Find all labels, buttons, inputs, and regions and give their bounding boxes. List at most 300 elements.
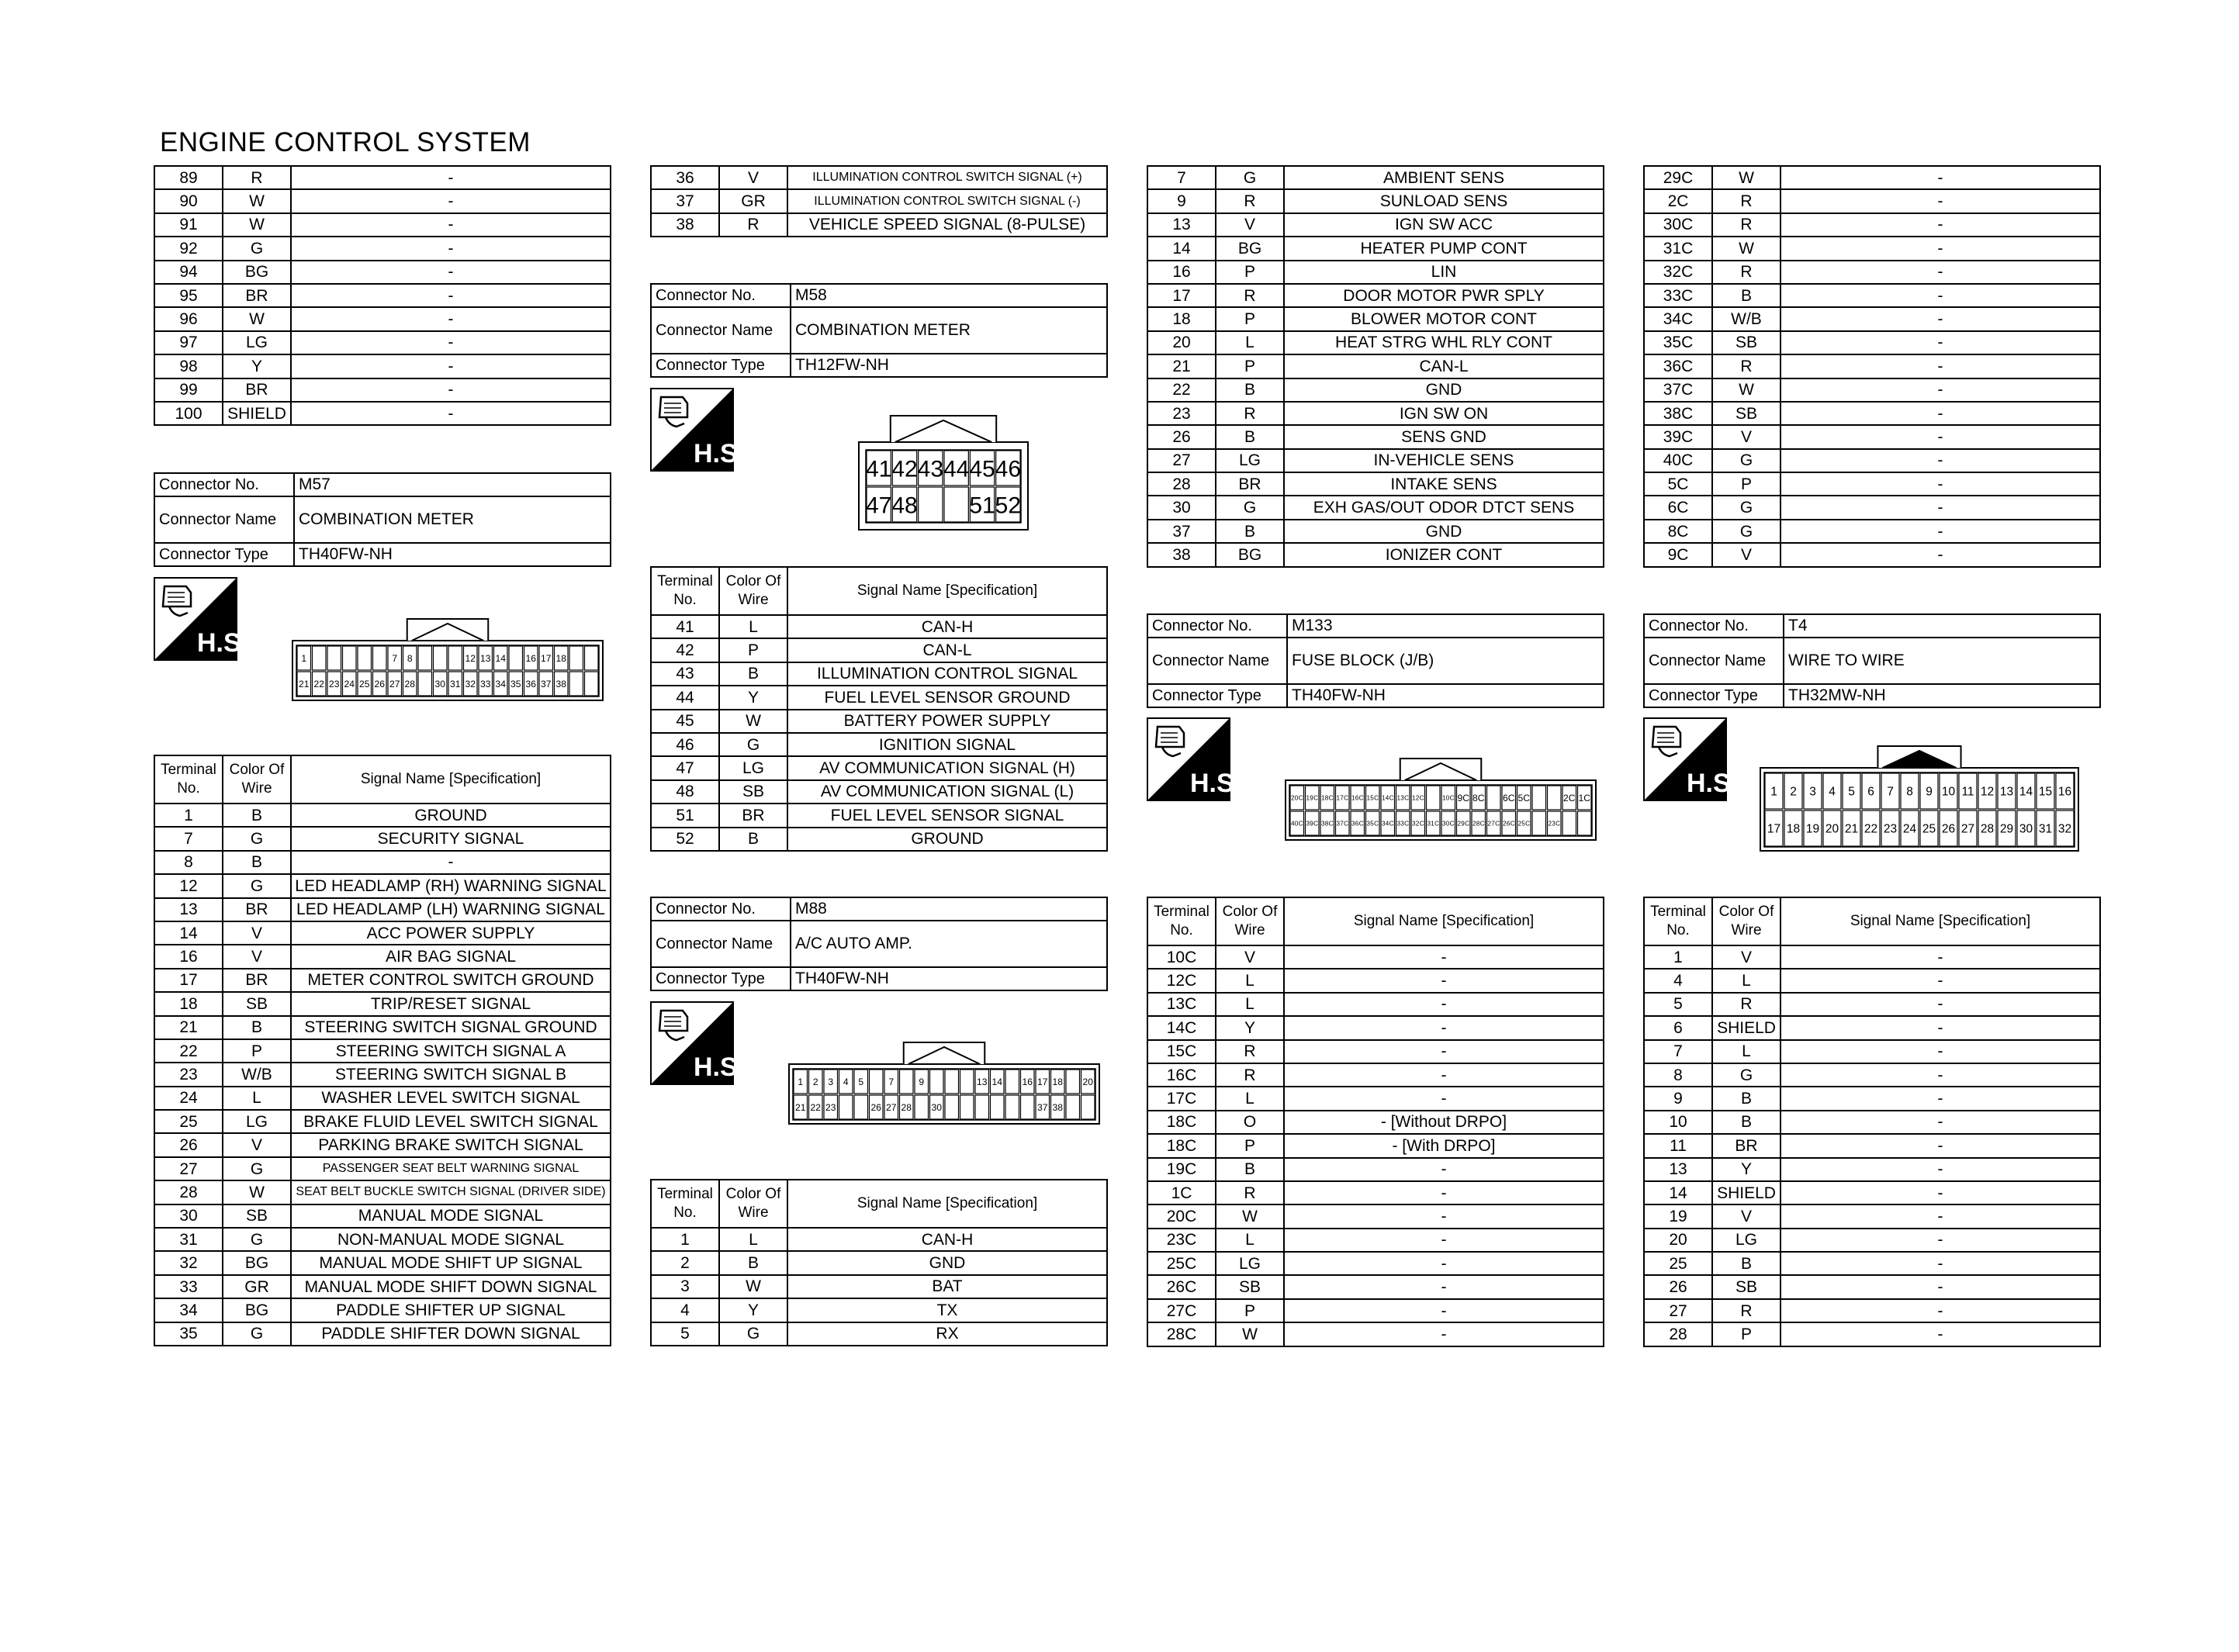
pin-number-label: 36C xyxy=(1351,820,1364,828)
pin-number-label: 32C xyxy=(1412,820,1424,828)
pin-number-label: 35C xyxy=(1366,820,1379,828)
connector-name-row xyxy=(1147,638,1604,684)
terminal-no-cell: 44 xyxy=(651,686,719,709)
terminal-table xyxy=(1643,165,2101,568)
terminal-no-cell: 26 xyxy=(154,1133,223,1156)
wire-color-cell: W/B xyxy=(223,1063,291,1086)
table-row xyxy=(651,1275,1107,1298)
connector-no-label: Connector No. xyxy=(1147,614,1287,638)
pin-number-label: 34C xyxy=(1382,820,1394,828)
pin-number-label: 4 xyxy=(1829,785,1836,799)
connector-pin xyxy=(343,646,357,670)
terminal-no-cell: 92 xyxy=(154,237,223,260)
color-of-wire-header: Color Of Wire xyxy=(1216,897,1284,945)
table-row xyxy=(1644,354,2100,378)
connector-name-row xyxy=(651,921,1107,967)
signal-name-cell: PADDLE SHIFTER DOWN SIGNAL xyxy=(291,1322,611,1346)
table-row xyxy=(154,1063,611,1086)
signal-name-cell: - xyxy=(1284,1275,1604,1298)
pin-number-label: 48 xyxy=(891,492,918,519)
table-row xyxy=(1147,1087,1604,1110)
signal-name-cell: - xyxy=(1780,1087,2100,1110)
connector-diagram-m133 xyxy=(1285,757,1597,841)
wire-color-cell: R xyxy=(1712,261,1780,284)
connector-name-label: Connector Name xyxy=(651,921,791,967)
table-row xyxy=(154,1180,611,1204)
table-row xyxy=(1644,1158,2100,1181)
connector-name-label: Connector Name xyxy=(1644,638,1784,684)
signal-name-cell: BAT xyxy=(787,1275,1107,1298)
pin-number-label: 39C xyxy=(1306,820,1318,828)
signal-name-cell: - xyxy=(1284,1040,1604,1063)
wire-color-cell: Y xyxy=(719,1298,787,1322)
signal-name-cell: FUEL LEVEL SENSOR SIGNAL xyxy=(787,804,1107,827)
terminal-no-cell: 23 xyxy=(1147,402,1216,425)
table-row xyxy=(1644,189,2100,213)
connector-pin xyxy=(870,1070,884,1094)
pin-number-label: 8 xyxy=(1906,785,1913,799)
color-of-wire-header: Color Of Wire xyxy=(1712,897,1780,945)
signal-name-cell: AIR BAG SIGNAL xyxy=(291,945,611,968)
pin-number-label: 3 xyxy=(828,1076,834,1087)
signal-name-cell: - xyxy=(1780,1134,2100,1157)
terminal-no-header: Terminal No. xyxy=(651,567,719,615)
signal-name-cell: ILLUMINATION CONTROL SWITCH SIGNAL (-) xyxy=(787,189,1107,213)
connector-type-label: Connector Type xyxy=(651,354,791,377)
wire-color-cell: L xyxy=(1712,969,1780,992)
table-row xyxy=(1147,1158,1604,1181)
terminal-no-cell: 39C xyxy=(1644,425,1712,448)
table-row xyxy=(1147,213,1604,237)
wire-color-cell: G xyxy=(719,733,787,756)
pin-number-label: 30 xyxy=(931,1101,942,1113)
pin-number-label: 18 xyxy=(1052,1076,1063,1087)
table-row xyxy=(1644,1204,2100,1228)
signal-name-cell: - xyxy=(1780,945,2100,969)
connector-name-row xyxy=(1644,638,2100,684)
connector-name-value: A/C AUTO AMP. xyxy=(791,921,1107,967)
connector-info-m133 xyxy=(1147,613,1604,708)
wire-color-cell: V xyxy=(719,166,787,189)
connector-no-label: Connector No. xyxy=(651,284,791,307)
connector-pin xyxy=(915,1095,929,1119)
pin-number-label: 17C xyxy=(1336,794,1348,802)
wire-color-cell: SB xyxy=(1712,331,1780,354)
pin-number-label: 30 xyxy=(434,678,445,689)
pin-number-label: 31 xyxy=(450,678,461,689)
wire-color-cell: B xyxy=(719,662,787,686)
terminal-no-cell: 18 xyxy=(154,992,223,1015)
connector-no-value: T4 xyxy=(1784,614,2100,638)
terminal-no-cell: 26 xyxy=(1147,425,1216,448)
connector-pin xyxy=(991,1095,1005,1119)
terminal-no-cell: 18 xyxy=(1147,307,1216,330)
signal-name-cell: VEHICLE SPEED SIGNAL (8-PULSE) xyxy=(787,213,1107,237)
pin-number-label: 29 xyxy=(1999,822,2014,836)
connector-no-row xyxy=(1147,614,1604,638)
terminal-no-cell: 28 xyxy=(1147,472,1216,496)
terminal-no-cell: 23C xyxy=(1147,1229,1216,1252)
pin-number-label: 17 xyxy=(1767,822,1781,836)
terminal-no-cell: 20 xyxy=(1147,331,1216,354)
signal-name-cell: - xyxy=(1780,1322,2100,1346)
terminal-no-cell: 8 xyxy=(154,851,223,874)
signal-name-cell: - xyxy=(291,354,611,378)
table-row xyxy=(1644,449,2100,472)
wire-color-cell: BR xyxy=(223,898,291,921)
terminal-no-cell: 35C xyxy=(1644,331,1712,354)
table-row xyxy=(154,166,611,189)
terminal-no-cell: 32 xyxy=(154,1251,223,1274)
wire-color-cell: V xyxy=(1216,213,1284,237)
connector-info-t4 xyxy=(1643,613,2101,708)
terminal-no-cell: 19C xyxy=(1147,1158,1216,1181)
table-row xyxy=(651,638,1107,662)
wire-color-cell: W xyxy=(1712,378,1780,402)
connector-type-label: Connector Type xyxy=(1644,684,1784,707)
connector-type-row xyxy=(1147,684,1604,707)
pin-number-label: 8 xyxy=(407,652,413,664)
pin-number-label: 31C xyxy=(1427,820,1439,828)
table-row xyxy=(1644,1134,2100,1157)
signal-name-cell: IONIZER CONT xyxy=(1284,543,1604,566)
terminal-no-cell: 14 xyxy=(1644,1181,1712,1204)
terminal-no-cell: 16 xyxy=(1147,261,1216,284)
signal-name-cell: - xyxy=(291,166,611,189)
pin-number-label: 47 xyxy=(865,492,892,519)
connector-pin xyxy=(1487,786,1501,810)
wire-color-cell: G xyxy=(1712,449,1780,472)
wire-color-cell: GR xyxy=(719,189,787,213)
table-row xyxy=(1147,378,1604,402)
wire-color-cell: L xyxy=(1216,1229,1284,1252)
signal-name-cell: - xyxy=(1780,331,2100,354)
terminal-no-cell: 30 xyxy=(1147,496,1216,519)
terminal-no-cell: 24 xyxy=(154,1087,223,1110)
terminal-no-cell: 12C xyxy=(1147,969,1216,992)
wire-color-cell: G xyxy=(719,1322,787,1346)
signal-name-cell: IGNITION SIGNAL xyxy=(787,733,1107,756)
wire-color-cell: W xyxy=(1216,1322,1284,1346)
connector-no-value: M133 xyxy=(1287,614,1604,638)
terminal-no-cell: 8C xyxy=(1644,520,1712,543)
signal-name-cell: - xyxy=(1780,237,2100,260)
terminal-no-cell: 1 xyxy=(651,1228,719,1251)
connector-pin xyxy=(569,646,583,670)
wire-color-cell: SB xyxy=(1216,1275,1284,1298)
connector-pin xyxy=(509,646,523,670)
connector-no-label: Connector No. xyxy=(651,897,791,921)
wire-color-cell: L xyxy=(1216,1087,1284,1110)
table-row xyxy=(154,1110,611,1133)
signal-name-header: Signal Name [Specification] xyxy=(787,1180,1107,1228)
terminal-no-cell: 3 xyxy=(651,1275,719,1298)
connector-info-m88 xyxy=(650,897,1108,991)
pin-number-label: 23 xyxy=(329,678,340,689)
wire-color-cell: BR xyxy=(719,804,787,827)
connector-pin xyxy=(1532,786,1546,810)
terminal-no-cell: 16 xyxy=(154,945,223,968)
table-row xyxy=(154,969,611,992)
wire-color-cell: V xyxy=(223,921,291,945)
table-row xyxy=(1644,1252,2100,1275)
table-row xyxy=(1147,969,1604,992)
signal-name-cell: - xyxy=(291,189,611,213)
pin-number-label: 37 xyxy=(541,678,552,689)
table-row xyxy=(1644,213,2100,237)
terminal-no-cell: 23 xyxy=(154,1063,223,1086)
wire-color-cell: LG xyxy=(1216,449,1284,472)
wire-color-cell: W xyxy=(1712,237,1780,260)
signal-name-header: Signal Name [Specification] xyxy=(1780,897,2100,945)
signal-name-cell: - xyxy=(1284,1299,1604,1322)
terminal-no-cell: 21 xyxy=(154,1016,223,1039)
connector-pin xyxy=(418,672,432,696)
signal-name-cell: PADDLE SHIFTER UP SIGNAL xyxy=(291,1298,611,1322)
table-row xyxy=(651,1322,1107,1346)
terminal-no-cell: 20C xyxy=(1147,1204,1216,1228)
terminal-no-cell: 2C xyxy=(1644,189,1712,213)
pin-number-label: 1 xyxy=(1770,785,1777,799)
pin-number-label: 51 xyxy=(969,492,995,519)
wire-color-cell: BG xyxy=(223,1298,291,1322)
terminal-no-cell: 14 xyxy=(1147,237,1216,260)
wire-color-cell: R xyxy=(1216,402,1284,425)
table-row xyxy=(1147,1040,1604,1063)
signal-name-cell: NON-MANUAL MODE SIGNAL xyxy=(291,1228,611,1251)
hs-icon xyxy=(1147,717,1242,801)
terminal-no-cell: 40C xyxy=(1644,449,1712,472)
table-row xyxy=(1147,520,1604,543)
signal-name-cell: - xyxy=(1780,1016,2100,1039)
signal-name-cell: - xyxy=(291,237,611,260)
connector-type-label: Connector Type xyxy=(651,967,791,990)
pin-number-label: 1 xyxy=(798,1076,804,1087)
signal-name-cell: RX xyxy=(787,1322,1107,1346)
signal-name-cell: - xyxy=(1284,1087,1604,1110)
terminal-no-cell: 10 xyxy=(1644,1111,1712,1134)
signal-name-cell: SUNLOAD SENS xyxy=(1284,189,1604,213)
pin-number-label: 23C xyxy=(1548,820,1560,828)
table-row xyxy=(651,756,1107,779)
terminal-no-cell: 94 xyxy=(154,261,223,284)
signal-name-cell: PASSENGER SEAT BELT WARNING SIGNAL xyxy=(291,1157,611,1180)
terminal-no-cell: 35 xyxy=(154,1322,223,1346)
connector-pin xyxy=(960,1070,974,1094)
signal-name-cell: - xyxy=(1780,1063,2100,1087)
pin-number-label: 17 xyxy=(1037,1076,1048,1087)
terminal-no-cell: 17 xyxy=(154,969,223,992)
table-row xyxy=(154,378,611,402)
table-row xyxy=(651,166,1107,189)
table-row xyxy=(1147,1229,1604,1252)
terminal-table xyxy=(1147,897,1604,1347)
pin-number-label: 12C xyxy=(1412,794,1424,802)
table-row xyxy=(1644,425,2100,448)
terminal-no-cell: 95 xyxy=(154,284,223,307)
table-row xyxy=(651,828,1107,851)
table-row xyxy=(1644,378,2100,402)
pin-number-label: 28C xyxy=(1472,820,1485,828)
table-row xyxy=(1147,1134,1604,1157)
table-row xyxy=(1147,1204,1604,1228)
pin-number-label: 16 xyxy=(525,652,536,664)
signal-name-cell: - xyxy=(291,331,611,354)
pin-number-label: 29C xyxy=(1457,820,1469,828)
pin-number-label: 15C xyxy=(1366,794,1379,802)
terminal-no-cell: 90 xyxy=(154,189,223,213)
table-row xyxy=(154,1275,611,1298)
terminal-table xyxy=(650,566,1108,852)
table-row xyxy=(1147,189,1604,213)
terminal-no-cell: 1C xyxy=(1147,1181,1216,1204)
connector-pin xyxy=(945,1070,959,1094)
connector-info-m58 xyxy=(650,283,1108,378)
wire-color-cell: SB xyxy=(1712,1275,1780,1298)
signal-name-cell: - xyxy=(1284,1229,1604,1252)
table-row xyxy=(651,1298,1107,1322)
hs-label: H.S. xyxy=(1687,769,1739,798)
table-row xyxy=(1147,1063,1604,1087)
table-row xyxy=(1147,284,1604,307)
table-row xyxy=(154,921,611,945)
signal-name-cell: STEERING SWITCH SIGNAL A xyxy=(291,1039,611,1063)
pin-number-label: 15 xyxy=(2038,785,2053,799)
pin-number-label: 9 xyxy=(919,1076,925,1087)
pin-number-label: 42 xyxy=(891,456,918,482)
table-row xyxy=(1147,1299,1604,1322)
signal-name-cell: - xyxy=(1780,189,2100,213)
color-of-wire-header: Color Of Wire xyxy=(719,567,787,615)
wire-color-cell: P xyxy=(1216,261,1284,284)
table-row xyxy=(1644,237,2100,260)
terminal-no-cell: 32C xyxy=(1644,261,1712,284)
wire-color-cell: B xyxy=(1216,520,1284,543)
table-row xyxy=(154,1228,611,1251)
connector-no-value: M88 xyxy=(791,897,1107,921)
table-row xyxy=(154,874,611,897)
terminal-no-cell: 5C xyxy=(1644,472,1712,496)
signal-name-cell: - xyxy=(1780,472,2100,496)
table-row xyxy=(1147,993,1604,1016)
pin-number-label: 3 xyxy=(1809,785,1816,799)
wire-color-cell: BG xyxy=(1216,543,1284,566)
pin-number-label: 6C xyxy=(1503,792,1515,804)
connector-no-row xyxy=(1644,614,2100,638)
terminal-no-cell: 7 xyxy=(154,827,223,850)
table-row xyxy=(154,261,611,284)
table-row xyxy=(1147,1016,1604,1039)
wire-color-cell: SB xyxy=(223,1204,291,1228)
wire-color-cell: R xyxy=(1712,213,1780,237)
table-row xyxy=(1644,993,2100,1016)
table-row xyxy=(154,827,611,850)
signal-name-cell: - [Without DRPO] xyxy=(1284,1111,1604,1134)
signal-name-cell: - xyxy=(291,402,611,425)
signal-name-cell: - xyxy=(1780,354,2100,378)
table-row xyxy=(1644,496,2100,519)
table-row xyxy=(1644,402,2100,425)
connector-pin xyxy=(327,646,341,670)
table-row xyxy=(651,213,1107,237)
signal-name-cell: - xyxy=(1780,166,2100,189)
terminal-no-cell: 36 xyxy=(651,166,719,189)
connector-pin xyxy=(1066,1095,1080,1119)
pin-number-label: 37 xyxy=(1037,1101,1048,1113)
connector-type-row xyxy=(651,967,1107,990)
pin-number-label: 30C xyxy=(1442,820,1455,828)
pin-number-label: 21 xyxy=(1844,822,1859,836)
table-row xyxy=(154,804,611,827)
table-row xyxy=(651,804,1107,827)
pin-number-label: 33 xyxy=(480,678,491,689)
signal-name-cell: - xyxy=(1780,1204,2100,1228)
pin-number-label: 38 xyxy=(1052,1101,1063,1113)
connector-name-label: Connector Name xyxy=(651,307,791,354)
wire-color-cell: LG xyxy=(1712,1229,1780,1252)
connector-diagram-m57 xyxy=(292,617,604,701)
connector-no-label: Connector No. xyxy=(1644,614,1784,638)
wire-color-cell: B xyxy=(1712,1087,1780,1110)
color-of-wire-header: Color Of Wire xyxy=(223,755,291,804)
connector-diagram-m58 xyxy=(858,414,1029,531)
terminal-no-cell: 14C xyxy=(1147,1016,1216,1039)
connector-no-label: Connector No. xyxy=(154,473,294,496)
table-row xyxy=(154,1298,611,1322)
wire-color-cell: P xyxy=(1216,1299,1284,1322)
table-row xyxy=(1147,1111,1604,1134)
table-row xyxy=(1644,1087,2100,1110)
connector-type-value: TH32MW-NH xyxy=(1784,684,2100,707)
terminal-no-cell: 41 xyxy=(651,615,719,638)
signal-name-cell: - xyxy=(291,261,611,284)
pin-number-label: 13 xyxy=(1999,785,2014,799)
connector-pin xyxy=(854,1095,868,1119)
signal-name-cell: - xyxy=(1780,449,2100,472)
wire-color-cell: P xyxy=(1712,1322,1780,1346)
terminal-table xyxy=(650,1179,1108,1346)
terminal-no-cell: 7 xyxy=(1644,1040,1712,1063)
signal-name-cell: AMBIENT SENS xyxy=(1284,166,1604,189)
terminal-no-cell: 36C xyxy=(1644,354,1712,378)
wire-color-cell: R xyxy=(1712,993,1780,1016)
table-row xyxy=(1147,402,1604,425)
pin-number-label: 27 xyxy=(1960,822,1975,836)
wire-color-cell: Y xyxy=(719,686,787,709)
pin-number-label: 16C xyxy=(1351,794,1364,802)
signal-name-cell: - xyxy=(1780,969,2100,992)
terminal-no-cell: 98 xyxy=(154,354,223,378)
wire-color-cell: G xyxy=(223,1228,291,1251)
table-row xyxy=(154,945,611,968)
terminal-no-header: Terminal No. xyxy=(651,1180,719,1228)
table-row xyxy=(651,686,1107,709)
connector-type-value: TH40FW-NH xyxy=(294,543,611,566)
table-row xyxy=(154,354,611,378)
terminal-table xyxy=(1643,897,2101,1347)
signal-name-cell: - xyxy=(1780,213,2100,237)
pin-number-label: 18C xyxy=(1321,794,1334,802)
pin-number-label: 26C xyxy=(1503,820,1515,828)
signal-name-cell: HEAT STRG WHL RLY CONT xyxy=(1284,331,1604,354)
wire-color-cell: LG xyxy=(223,331,291,354)
signal-name-cell: - xyxy=(291,378,611,402)
hs-icon xyxy=(1643,717,1739,801)
connector-type-value: TH40FW-NH xyxy=(1287,684,1604,707)
connector-no-row xyxy=(651,897,1107,921)
pin-number-label: 27C xyxy=(1487,820,1500,828)
connector-pin xyxy=(448,646,462,670)
